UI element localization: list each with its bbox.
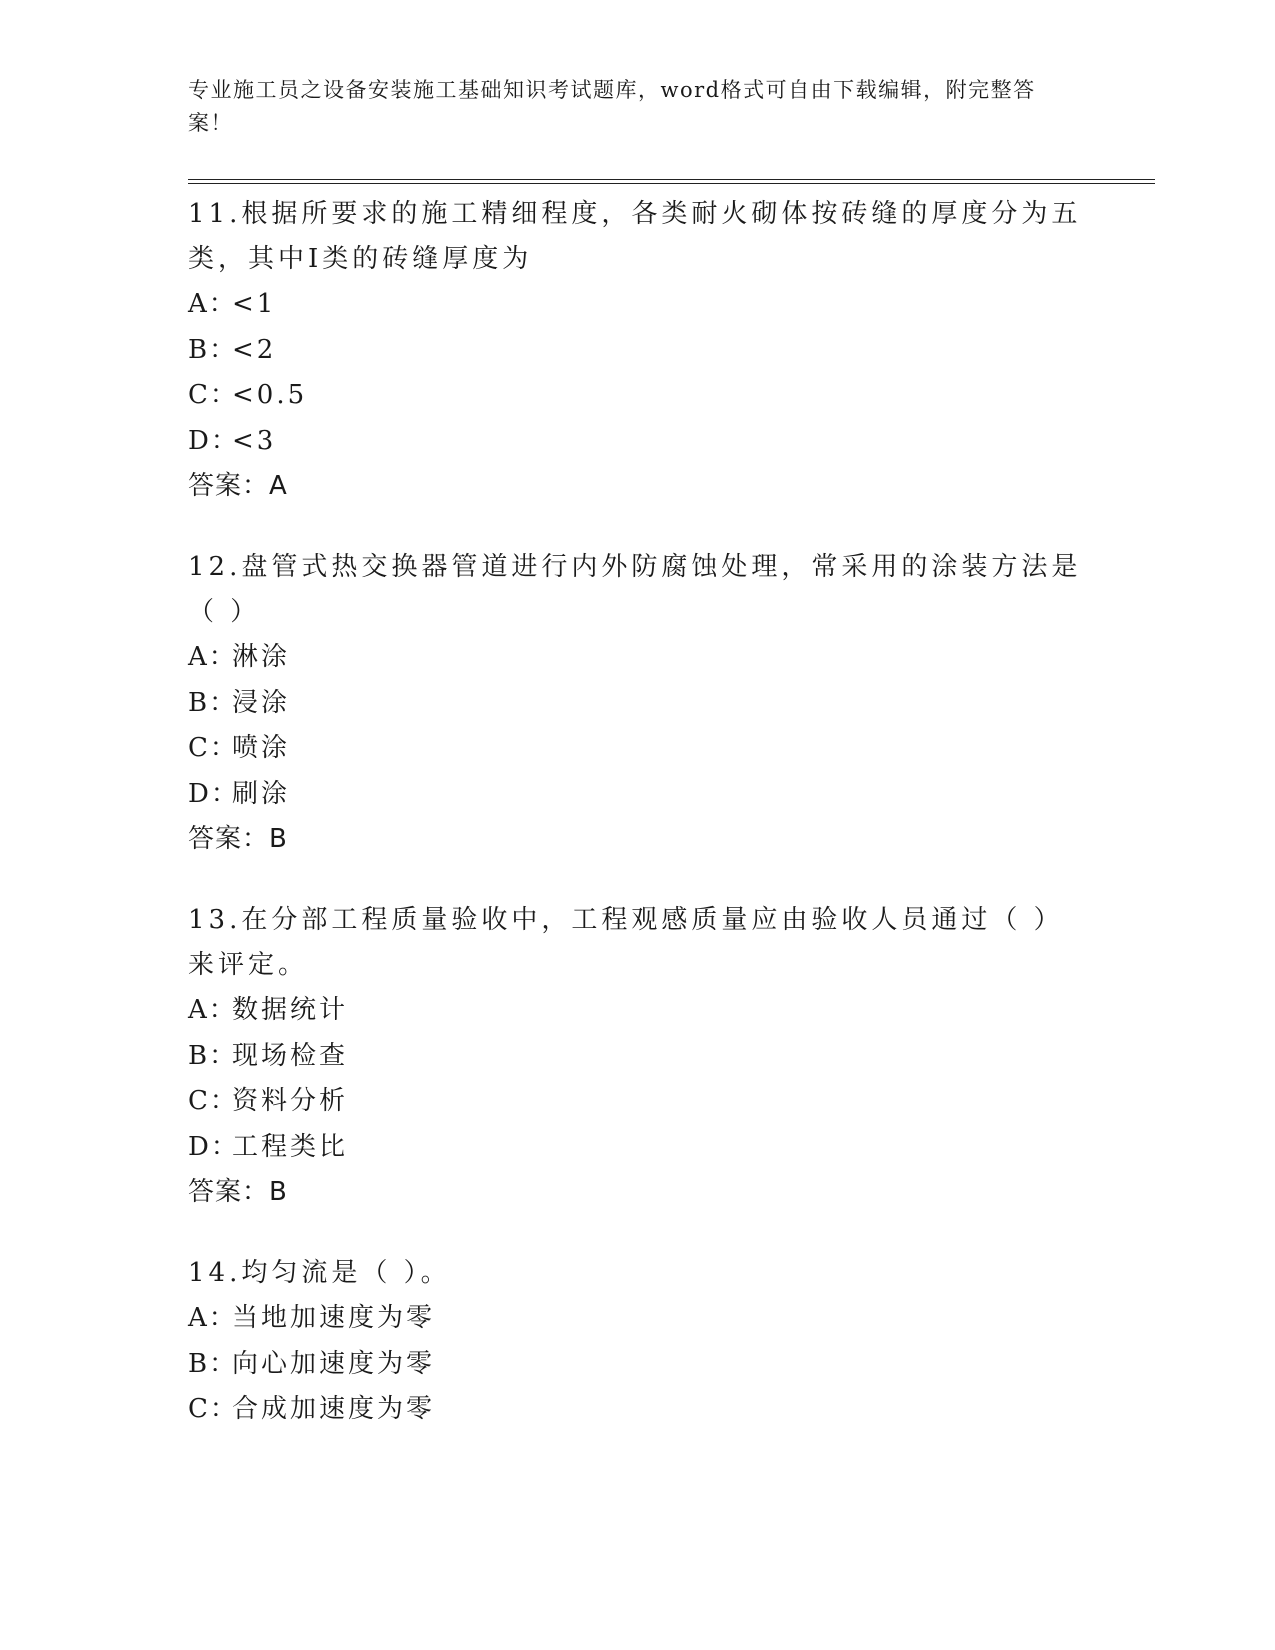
- option-text: 工程类比: [232, 1131, 349, 1162]
- option-key: C：: [188, 1086, 238, 1116]
- option-b: [188, 681, 1088, 727]
- option-text: <0.5: [232, 380, 308, 410]
- option-text: 刷涂: [232, 778, 291, 809]
- option-text: <1: [232, 289, 277, 319]
- option-b: [188, 1034, 1088, 1080]
- option-text: 喷涂: [232, 733, 291, 763]
- option-key: B：: [188, 1040, 238, 1071]
- option-text: 资料分析: [232, 1086, 349, 1116]
- option-text: 浸涂: [232, 687, 291, 718]
- option-d: [188, 419, 1088, 465]
- option-a: [188, 988, 1088, 1034]
- option-text: <3: [232, 425, 277, 456]
- header-divider-bottom: [188, 183, 1155, 184]
- option-key: D：: [188, 778, 239, 809]
- answer-line: 答案：B: [188, 1177, 288, 1207]
- question-list: [188, 192, 1088, 1469]
- option-b: [188, 1342, 1088, 1388]
- answer-line: 答案：A: [188, 471, 288, 501]
- option-key: A：: [188, 1303, 237, 1333]
- option-text: 数据统计: [232, 995, 349, 1025]
- option-c: [188, 726, 1088, 772]
- option-b: [188, 328, 1088, 374]
- header-divider-top: [188, 179, 1155, 180]
- question-14: [188, 1251, 1088, 1433]
- option-key: A：: [188, 289, 237, 319]
- option-d: [188, 772, 1088, 818]
- option-key: B：: [188, 1348, 238, 1379]
- option-key: C：: [188, 1394, 238, 1424]
- option-key: D：: [188, 1131, 239, 1162]
- document-header: 专业施工员之设备安装施工基础知识考试题库，word格式可自由下载编辑，附完整答案！: [188, 78, 1036, 135]
- option-text: 合成加速度为零: [232, 1394, 436, 1424]
- option-text: 当地加速度为零: [232, 1303, 436, 1333]
- option-a: [188, 282, 1088, 328]
- question-stem: 12.盘管式热交换器管道进行内外防腐蚀处理，常采用的涂装方法是（ ）: [188, 552, 1082, 627]
- question-stem: 13.在分部工程质量验收中，工程观感质量应由验收人员通过（ ）来评定。: [188, 905, 1064, 980]
- question-11: [188, 192, 1088, 509]
- question-stem: 11.根据所要求的施工精细程度，各类耐火砌体按砖缝的厚度分为五类，其中Ⅰ类的砖缝厚度为: [188, 199, 1082, 274]
- option-text: 淋涂: [232, 642, 291, 672]
- option-c: [188, 373, 1088, 419]
- option-a: [188, 1296, 1088, 1342]
- option-key: B：: [188, 687, 238, 718]
- option-key: C：: [188, 380, 238, 410]
- question-13: [188, 898, 1088, 1215]
- option-key: A：: [188, 995, 237, 1025]
- answer-line: 答案：B: [188, 824, 288, 854]
- option-text: 向心加速度为零: [232, 1348, 436, 1379]
- option-d: [188, 1125, 1088, 1171]
- option-key: B：: [188, 334, 238, 365]
- option-key: A：: [188, 642, 237, 672]
- option-key: C：: [188, 733, 238, 763]
- question-12: [188, 545, 1088, 862]
- option-text: 现场检查: [232, 1040, 349, 1071]
- option-key: D：: [188, 425, 239, 456]
- option-c: [188, 1387, 1088, 1433]
- question-stem: 14.均匀流是（ ）。: [188, 1258, 451, 1288]
- option-text: <2: [232, 334, 277, 365]
- option-a: [188, 635, 1088, 681]
- option-c: [188, 1079, 1088, 1125]
